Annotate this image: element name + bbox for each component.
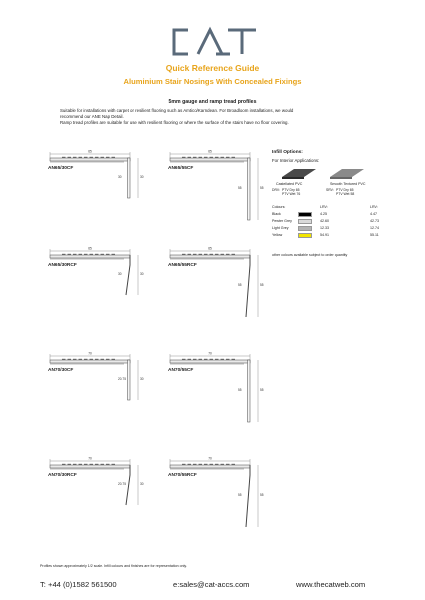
intro-line-2: recommend our ANE Nap Detail. [60,114,124,120]
page-subtitle: Aluminium Stair Nosings With Concealed Fixings [123,77,302,86]
infill-rib [90,157,94,158]
lrv-rows [272,212,392,240]
infill-rib [221,254,225,255]
infill-rib [90,359,94,360]
infill-rib [95,157,99,158]
footer-phone: T: +44 (0)1582 561500 [40,580,117,589]
infill-rib [193,359,197,360]
infill-rib [188,157,192,158]
infill-rib [199,359,203,360]
infill-rib [221,157,225,158]
infill-rib [101,359,105,360]
profile-5 [160,350,270,442]
ramp-riser [246,465,250,527]
infill-rib [62,157,66,158]
infill-rib [95,359,99,360]
infill-rib [95,254,99,255]
smooth-pvc-sample [330,169,364,177]
infill-rib [199,157,203,158]
colour-name: Light Grey [272,226,289,230]
footer-web: www.thecatweb.com [296,580,366,589]
lrv-smooth: 12.74 [370,226,379,230]
infill-rib [73,464,77,465]
inner-dimension-label: 20.75 [118,377,126,381]
width-dimension-label: 65 [88,246,92,251]
profile-code-label: AN65/55CF [168,166,194,171]
lrv-castellated: 12.33 [320,226,329,230]
lrv-row [272,212,392,219]
smooth-pvc-edge [330,177,352,179]
lrv-header-right: LRV: [370,205,378,209]
infill-rib [73,157,77,158]
profile-drawing [160,455,270,547]
lrv-row [272,226,392,233]
riser-dimension-label: 55 [260,493,264,497]
inner-dimension-label: 55 [238,388,242,392]
infill-rib [188,464,192,465]
profile-drawing [160,245,270,337]
tread-plate [170,360,250,363]
profile-1 [160,148,270,240]
width-dimension-label: 70 [88,456,92,461]
profile-drawing [40,350,150,420]
riser-dimension-label: 30 [140,377,144,381]
infill-rib [204,464,208,465]
infill-rib [199,254,203,255]
infill-rib [193,157,197,158]
profile-drawing [40,148,150,218]
intro-text [60,108,380,127]
drv-left-label: DRV: [272,188,280,192]
inner-dimension-label: 20.75 [118,482,126,486]
inner-dimension-label: 55 [238,283,242,287]
infill-rib [101,157,105,158]
drv-left [272,188,301,196]
profile-code-label: AN70/30RCF [48,473,77,478]
profile-code-label: AN70/55RCF [168,473,197,478]
infill-rib [112,359,116,360]
infill-subtitle: For Interior Applications: [272,158,320,163]
footer-email: e:sales@cat-accs.com [173,580,250,589]
infill-swatches [272,167,392,201]
width-dimension-label: 65 [208,246,212,251]
infill-rib [112,254,116,255]
tread-plate [50,360,130,363]
riser-dimension-label: 30 [140,272,144,276]
profile-code-label: AN65/30RCF [48,263,77,268]
infill-rib [226,359,230,360]
profile-code-label: AN70/55CF [168,368,194,373]
castellated-pvc-sample [282,169,316,177]
infill-rib [106,359,110,360]
colour-name: Black [272,212,281,216]
infill-rib [106,157,110,158]
drv-left-2: PTV Wet 76 [282,192,301,196]
width-dimension-label: 70 [88,351,92,356]
width-dimension-label: 65 [88,149,92,154]
drv-right-1: PTV Dry 65 [336,188,354,192]
intro-line-1: Suitable for installations with carpet or resilient flooring such as Amtico/Karndean. For Broadloom installations, we would [60,108,294,113]
infill-rib [112,157,116,158]
colour-chip [298,212,312,217]
tread-plate [50,158,130,161]
riser-leg [128,360,131,400]
profile-2 [40,245,150,315]
profile-drawing [40,245,150,315]
infill-rib [210,464,214,465]
infill-rib [84,157,88,158]
infill-rib [215,254,219,255]
profile-6 [40,455,150,525]
infill-rib [79,464,83,465]
infill-rib [68,464,72,465]
riser-dimension-label: 55 [260,283,264,287]
section-heading: 5mm gauge and ramp tread profiles [168,99,257,105]
infill-rib [106,254,110,255]
riser-dimension-label: 30 [140,175,144,179]
infill-rib [188,254,192,255]
tread-plate [50,465,130,468]
lrv-smooth: 4.47 [370,212,377,216]
infill-rib [226,464,230,465]
riser-leg [128,158,131,198]
footnote: Profiles shown approximately 1/2 scale. Infill colours and finishes are for representation only. [40,564,187,568]
infill-rib [215,359,219,360]
riser-dimension-label: 55 [260,388,264,392]
colour-lrv-table [272,205,392,240]
infill-rib [232,359,236,360]
lrv-castellated: 54.91 [320,233,329,237]
infill-rib [68,359,72,360]
infill-rib [210,157,214,158]
infill-rib [232,464,236,465]
drv-right-2: PTV Wet 58 [336,192,355,196]
profile-drawing [160,148,270,240]
riser-leg [248,360,251,422]
infill-rib [221,359,225,360]
drv-right-label: SRV: [326,188,334,192]
profile-code-label: AN70/30CF [48,368,74,373]
infill-rib [62,464,66,465]
lrv-row [272,233,392,240]
tread-plate [170,158,250,161]
tread-plate [170,465,250,468]
colours-label: Colours: [272,205,286,209]
ramp-riser [246,255,250,317]
profile-0 [40,148,150,218]
infill-sample-images [272,167,392,179]
infill-rib [62,254,66,255]
infill-rib [79,359,83,360]
profile-code-label: AN65/30CF [48,166,74,171]
infill-rib [199,464,203,465]
profile-drawing [40,455,150,525]
infill-rib [79,254,83,255]
inner-dimension-label: 30 [118,272,122,276]
infill-rib [73,254,77,255]
profile-3 [160,245,270,337]
infill-rib [188,359,192,360]
tread-plate [170,255,250,258]
infill-rib [84,464,88,465]
infill-rib [204,359,208,360]
inner-dimension-label: 30 [118,175,122,179]
castellated-pvc-edge [282,177,304,179]
infill-rib [210,254,214,255]
type-left-label: Castellated PVC [276,182,303,186]
lrv-castellated: 4.25 [320,212,327,216]
infill-title: Infill Options: [272,150,303,155]
infill-rib [90,464,94,465]
infill-rib [182,464,186,465]
infill-rib [101,254,105,255]
page-title: Quick Reference Guide [165,63,260,73]
lrv-header-left: LRV: [320,205,328,209]
infill-rib [84,254,88,255]
colour-chip [298,219,312,224]
infill-rib [79,157,83,158]
ramp-riser [126,465,130,505]
intro-line-3: Ramp tread profiles are suitable for use with resilient flooring or where the surface of the stairs have no floor covering. [60,120,289,126]
infill-rib [84,359,88,360]
infill-rib [232,157,236,158]
drv-left-1: PTV Dry 65 [282,188,300,192]
infill-rib [182,157,186,158]
infill-rib [193,254,197,255]
other-colours-note: other colours available subject to order quantity [272,253,348,257]
profile-code-label: AN65/55RCF [168,263,197,268]
tread-plate [50,255,130,258]
colour-chip [298,233,312,238]
infill-rib [95,464,99,465]
width-dimension-label: 70 [208,456,212,461]
infill-options [272,150,392,201]
lrv-row [272,219,392,226]
lrv-castellated: 42.60 [320,219,329,223]
infill-rib [112,464,116,465]
cat-logo [170,26,260,58]
infill-rib [226,254,230,255]
lrv-smooth: 55.11 [370,233,379,237]
infill-rib [101,464,105,465]
infill-rib [106,464,110,465]
infill-rib [204,157,208,158]
infill-rib [221,464,225,465]
infill-rib [204,254,208,255]
type-right-label: Smooth Textured PVC [330,182,366,186]
infill-rib [90,254,94,255]
infill-rib [62,359,66,360]
inner-dimension-label: 55 [238,493,242,497]
infill-rib [215,157,219,158]
riser-leg [248,158,251,220]
lrv-header-row [272,205,392,212]
width-dimension-label: 70 [208,351,212,356]
riser-dimension-label: 55 [260,186,264,190]
colour-name: Pewter Grey [272,219,292,223]
infill-rib [68,157,72,158]
colour-chip [298,226,312,231]
drv-right [326,188,355,196]
infill-rib [68,254,72,255]
inner-dimension-label: 55 [238,186,242,190]
infill-rib [182,254,186,255]
infill-rib [210,359,214,360]
profile-7 [160,455,270,547]
infill-rib [215,464,219,465]
ramp-riser [126,255,130,295]
width-dimension-label: 65 [208,149,212,154]
infill-rib [226,157,230,158]
lrv-smooth: 42.73 [370,219,379,223]
infill-rib [73,359,77,360]
colour-name: Yellow [272,233,283,237]
profile-drawing [160,350,270,442]
riser-dimension-label: 30 [140,482,144,486]
infill-rib [232,254,236,255]
infill-rib [193,464,197,465]
infill-rib [182,359,186,360]
profile-4 [40,350,150,420]
